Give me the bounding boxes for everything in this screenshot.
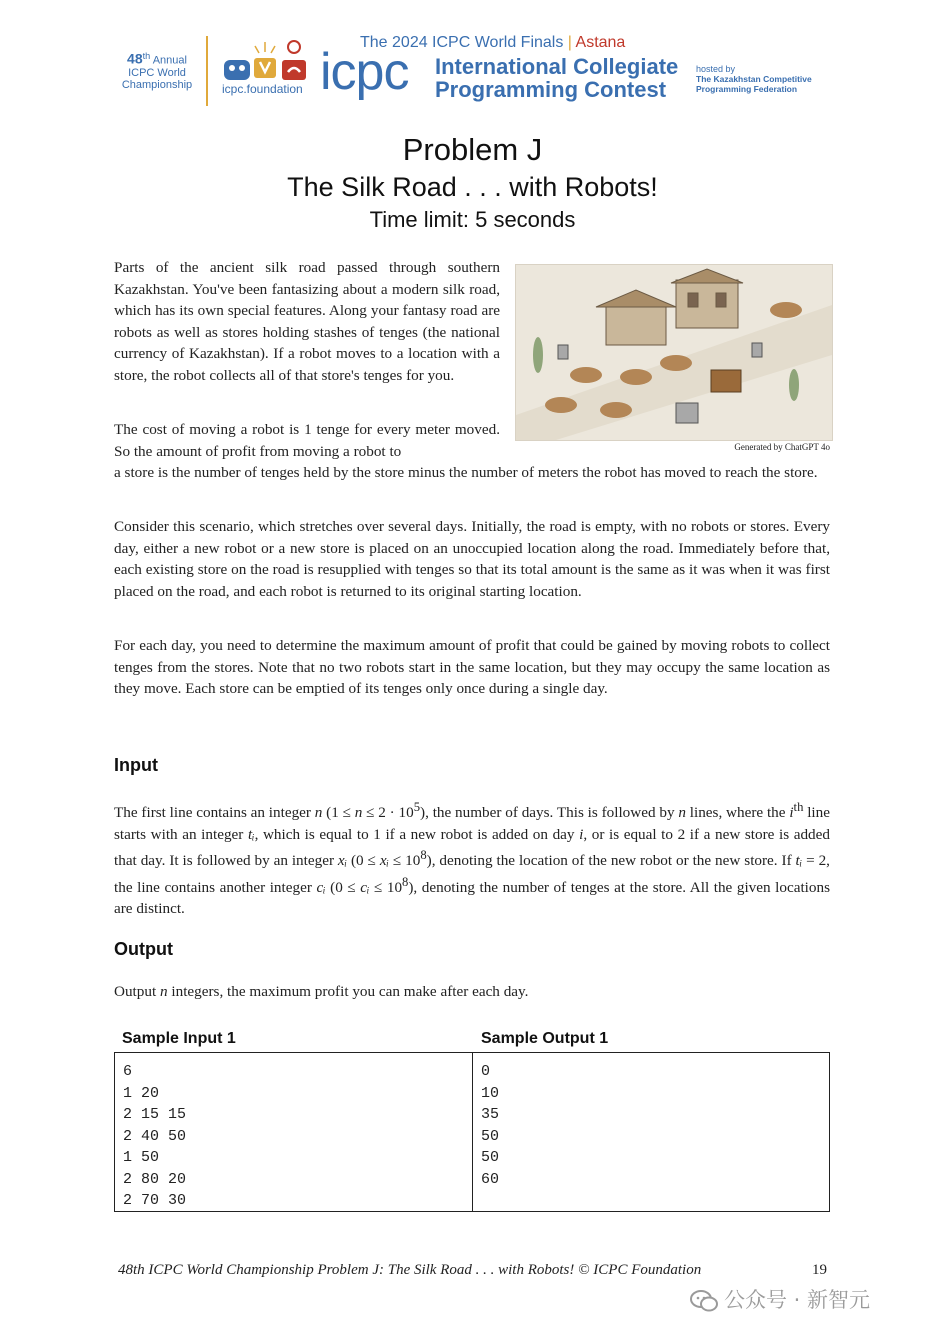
image-caption: Generated by ChatGPT 4o — [734, 442, 830, 452]
paragraph-scenario: Consider this scenario, which stretches over several days. Initially, the road is empty, with no robots or stores. Every day, either a new robot or a new store is placed on an unoccupied location along the road. Immediately before that, each existing store on the road is resupplied with tenges so that its total amount is the same as it was when it was first placed on the road, and each robot is returned to its original starting location. — [114, 518, 830, 600]
contest-line2: Programming Contest — [435, 77, 667, 102]
world-finals-line — [360, 34, 625, 52]
icpc-foundation-logo-icon — [222, 38, 312, 84]
sample-input-line: 2 80 20 — [123, 1170, 187, 1188]
silk-road-illustration — [515, 264, 833, 441]
hosted-by-label: hosted by — [696, 64, 736, 74]
icpc-wordmark: icpc — [320, 43, 409, 101]
wechat-icon — [690, 1290, 718, 1312]
page-footer: 48th ICPC World Championship Problem J: The Silk Road . . . with Robots! © ICPC Foundation — [118, 1262, 702, 1278]
hosted-by-block — [696, 64, 812, 94]
input-description: The first line contains an integer n $(1 \le n \le 2 \cdot 10^5)$, the number of days. This is followed by n lines, where the $i^{th}$ line starts with an integer tᵢ, which is equal to 1 if a new robot is added on day i, or is equal to 2 if a new store is added that day. It is followed by an integer xᵢ (0 ≤ xᵢ ≤ $10^8$), denoting the location of the new robot or the new store. If tᵢ = 2, the line contains another integer cᵢ (0 ≤ cᵢ ≤ $10^8$), denoting the number of tenges at the store. All the given locations are distinct. — [114, 800, 830, 918]
input-heading: Input — [114, 755, 158, 775]
page-number: 19 — [812, 1262, 827, 1278]
time-limit: Time limit: 5 seconds — [369, 207, 576, 232]
sample-output-heading: Sample Output 1 — [481, 1030, 609, 1047]
annual-championship-label — [112, 50, 202, 91]
contest-line1: International Collegiate — [435, 54, 679, 79]
sample-input-line: 6 — [123, 1063, 133, 1080]
foundation-link[interactable]: icpc.foundation — [222, 82, 303, 96]
paragraph-task: For each day, you need to determine the maximum amount of profit that could be gained by moving robots to collect tenges from the stores. Note that no two robots start in the same location, but they may occupy the same location as they move. Each store can be emptied of its tenges only once during a single day. — [114, 637, 830, 697]
sample-input-line: 2 15 15 — [123, 1106, 187, 1123]
wf-city: Astana — [575, 34, 626, 51]
output-description: Output n integers, the maximum profit you can make after each day. — [114, 983, 529, 1000]
contest-name — [435, 55, 678, 101]
sample-input-heading: Sample Input 1 — [122, 1030, 236, 1047]
header-divider — [206, 36, 208, 106]
wf-prefix: The 2024 ICPC World Finals — [360, 34, 564, 51]
sample-output-block[interactable] — [481, 1061, 499, 1190]
paragraph-intro: Parts of the ancient silk road passed through southern Kazakhstan. You've been fantasizing about a modern silk road, which has its own special features. Along your fantasy road are robots as well as stores holding stashes of tenges (the national currency of Kazakhstan). If a robot moves to a location with a store, the robot collects all of that store's tenges for you. — [114, 259, 500, 384]
host-line1: The Kazakhstan Competitive — [696, 74, 812, 84]
sample-output-line: 50 — [481, 1127, 500, 1145]
output-heading: Output — [114, 939, 173, 959]
sample-input-line: 2 40 50 — [123, 1127, 187, 1145]
sample-input-line: 1 20 — [123, 1084, 160, 1102]
sample-output-line: 50 — [481, 1149, 500, 1166]
host-line2: Programming Federation — [696, 84, 798, 94]
sample-input-line: 1 50 — [123, 1149, 160, 1166]
sample-output-line: 60 — [481, 1170, 500, 1188]
annual-word: Annual — [152, 54, 187, 67]
watermark — [690, 1284, 870, 1314]
annual-line2: ICPC World — [128, 66, 186, 79]
sample-input-block[interactable] — [123, 1061, 186, 1212]
sample-output-line: 35 — [481, 1106, 500, 1123]
paragraph-cost-part1: The cost of moving a robot is 1 tenge for every meter moved. So the amount of profit from moving a robot to — [114, 421, 500, 460]
wf-separator: | — [567, 34, 572, 51]
watermark-text: 公众号 · 新智元 — [724, 1288, 871, 1312]
sample-output-line: 0 — [481, 1063, 491, 1080]
sample-input-line: 2 70 30 — [123, 1192, 187, 1209]
sample-output-line: 10 — [481, 1084, 500, 1102]
problem-title: Problem J — [402, 132, 543, 167]
paragraph-cost-part2: a store is the number of tenges held by the store minus the number of meters the robot has moved to reach the store. — [114, 464, 818, 481]
annual-sup: th — [142, 51, 151, 61]
problem-subtitle: The Silk Road . . . with Robots! — [287, 172, 658, 202]
sample-divider — [472, 1052, 473, 1212]
annual-number: 48 — [127, 50, 143, 67]
annual-line3: Championship — [121, 78, 193, 91]
